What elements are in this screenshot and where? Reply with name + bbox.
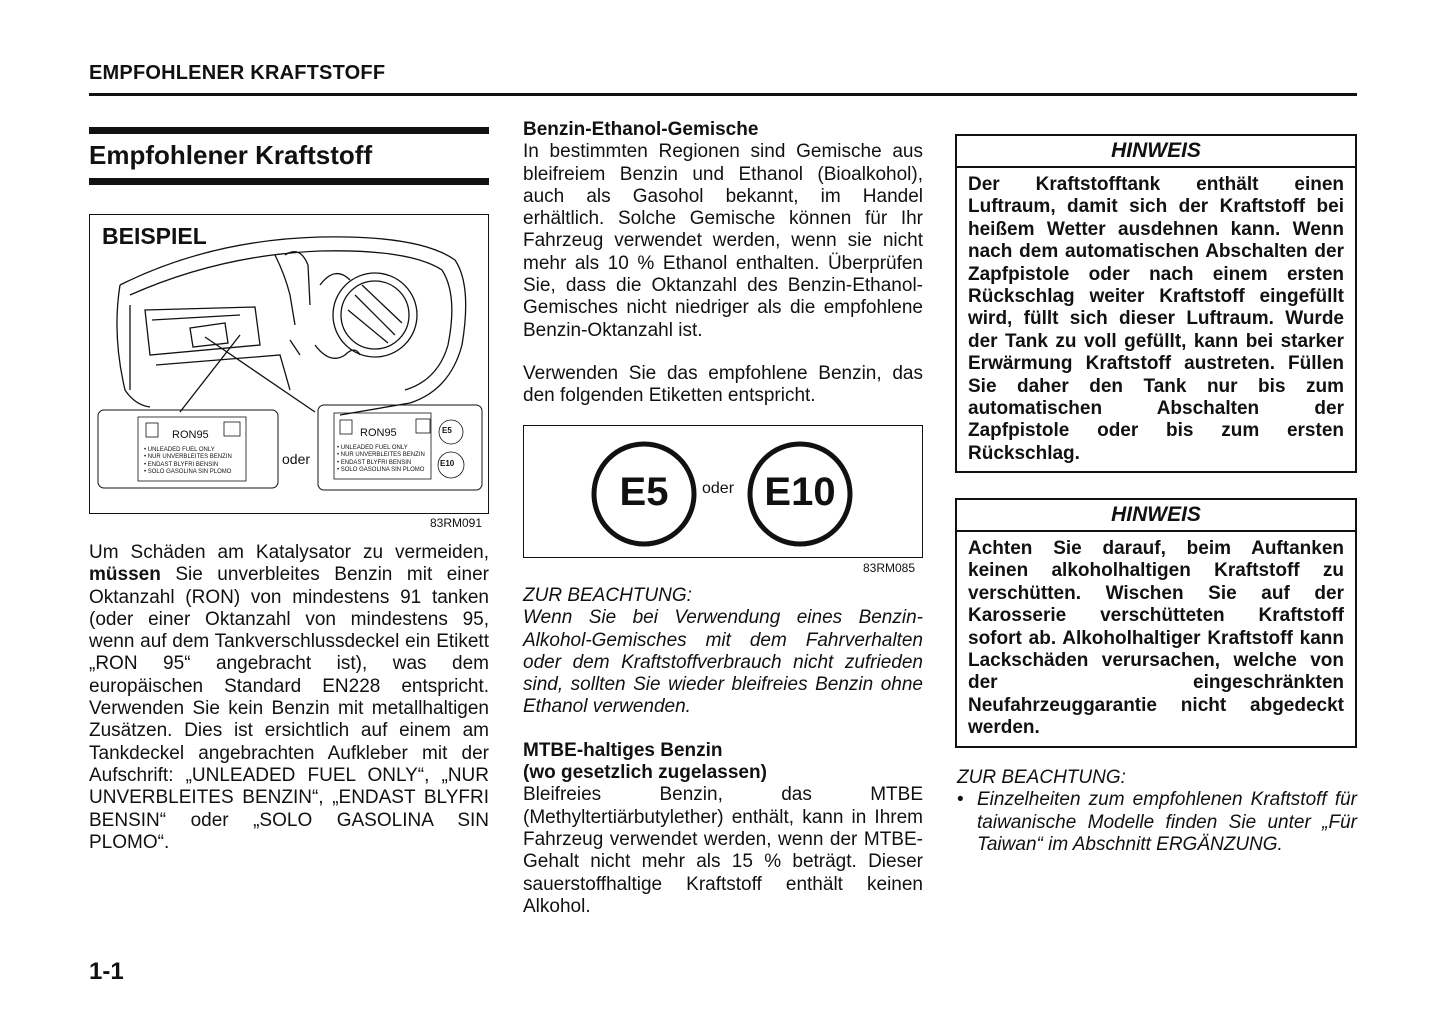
paragraph-text: Sie unverbleites Benzin mit einer Oktanzahl (RON) von mindestens 91 tanken (oder einer Oktanzahl von mindestens 95, wenn auf dem Tankverschlussdeckel ein Etikett „RON 95“ angebracht ist), was dem europäischen Standard EN228 entspricht. Verwenden Sie kein Benzin mit metallhaltigen Zusätzen. Dies ist ersichtlich auf einem am Tankdeckel angebrachten Aufkleber mit der Aufschrift: „UNLEADED FUEL ONLY“, „NUR UNVERBLEITES BENZIN“, „ENDAST BLYFRI BENSIN“ oder „SOLO GASOLINA SIN PLOMO“. [89,564,489,853]
left-label-lines [144,447,232,476]
right-label-line: • ENDAST BLYFRI BENSIN [337,459,412,466]
figure-oder: oder [282,451,311,467]
left-label-line: • SOLO GASOLINA SIN PLOMO [144,468,232,475]
right-label-line: • UNLEADED FUEL ONLY [337,445,408,451]
left-label-line: • NUR UNVERBLEITES BENZIN [144,454,232,461]
badge-e10-small: E10 [440,459,455,468]
notice-title: HINWEIS [957,136,1355,168]
column1-body [89,542,489,854]
badge-e5-small: E5 [442,426,452,435]
paragraph: In bestimmten Regionen sind Gemische aus bleifreiem Benzin und Ethanol (Bioalkohol), auch als Gasohol bekannt, im Handel erhältlich. Solche Gemische können für Ihr Fahrzeug verwendet werden, wenn sie nicht mehr als 10 % Ethanol enthalten. Überprüfen Sie, dass die Oktanzahl des Benzin-Ethanol-Gemisches nicht niedriger als die empfohlene Benzin-Oktanzahl ist. [523,141,923,341]
fuel-cap-illustration [89,214,489,514]
right-label-line: • NUR UNVERBLEITES BENZIN [337,452,425,459]
subheading-mtbe-qualifier: (wo gesetzlich zugelassen) [523,762,767,784]
subheading-benzin-ethanol: Benzin-Ethanol-Gemische [523,119,759,140]
page-header-title: EMPFOHLENER KRAFTSTOFF [89,62,386,84]
figure2-oder: oder [702,480,735,497]
e5-e10-label-figure [523,425,923,558]
right-label-ron: RON95 [360,427,397,439]
note-label: ZUR BEACHTUNG: [523,585,692,606]
column2-bottom [523,585,923,918]
notice-text: Achten Sie darauf, beim Auftanken keinen alkoholhaltigen Kraftstoff zu verschütten. Wischen Sie auf der Karosserie verschütteten Kraftstoff sofort ab. Alkoholhaltiger Kraftstoff kann Lackschäden verursachen, welche von der eingeschränkten Neufahrzeuggarantie nicht abgedeckt werden. [968,538,1344,739]
note-label: ZUR BEACHTUNG: [957,767,1126,788]
section-title: Empfohlener Kraftstoff [89,140,373,170]
right-label-line: • SOLO GASOLINA SIN PLOMO [337,466,425,473]
left-label-line: • UNLEADED FUEL ONLY [144,447,215,453]
header-rule [89,93,1357,96]
column2-top [523,119,923,408]
left-label-ron: RON95 [172,429,209,441]
figure-label: BEISPIEL [102,223,207,249]
notice-box-1 [955,134,1357,473]
subheading-mtbe: MTBE-haltiges Benzin [523,739,723,761]
figure1-caption: 83RM091 [430,516,483,530]
section-bottom-bar [89,178,489,185]
note-text: Wenn Sie bei Verwendung eines Benzin-Alkohol-Gemisches mit dem Fahrverhalten oder dem Kraftstoffverbrauch nicht zufrieden sind, sollten Sie wieder bleifreies Benzin ohne Ethanol verwenden. [523,607,923,718]
notice-title: HINWEIS [957,500,1355,532]
paragraph-bold-text: müssen [89,564,161,586]
paragraph: Bleifreies Benzin, das MTBE (Methyltertiärbutylether) enthält, kann in Ihrem Fahrzeug verwendet werden, wenn der MTBE-Gehalt nicht mehr als 15 % beträgt. Dieser sauerstoffhaltige Kraftstoff enthält keinen Alkohol. [523,784,923,917]
bullet-text: Einzelheiten zum empfohlenen Kraftstoff für taiwanische Modelle finden Sie unter „Für Taiwan“ im Abschnitt ERGÄNZUNG. [977,789,1357,855]
left-label-line: • ENDAST BLYFRI BENSIN [144,461,219,468]
bullet-glyph: • [957,789,964,811]
e10-badge-text: E10 [764,470,836,514]
section-top-bar [89,127,489,134]
e5-badge-text: E5 [619,470,669,514]
figure2-caption: 83RM085 [863,561,916,575]
page-number: 1-1 [89,958,124,985]
paragraph-text: Um Schäden am Katalysator zu vermeiden, [89,542,489,563]
note-bullet-item [957,789,1357,856]
notice-text: Der Kraftstofftank enthält einen Luftraum, damit sich der Kraftstoff bei heißem Wetter ausdehnen kann. Wenn nach dem automatischen Abschalten der Zapfpistole oder nach einem ersten Rückschlag weiter Kraftstoff eingefüllt wird, füllt sich dieser Luftraum. Wurde der Tank zu voll gefüllt, kann bei starker Erwärmung Kraftstoff austreten. Füllen Sie daher den Tank nur bis zum automatischen Abschalten der Zapfpistole oder bis zum ersten Rückschlag. [968,174,1344,464]
right-label-lines [337,445,425,474]
paragraph: Verwenden Sie das empfohlene Benzin, das den folgenden Etiketten entspricht. [523,362,923,407]
column3-note [957,767,1357,856]
notice-box-2 [955,498,1357,748]
column1-paragraph [89,542,489,854]
